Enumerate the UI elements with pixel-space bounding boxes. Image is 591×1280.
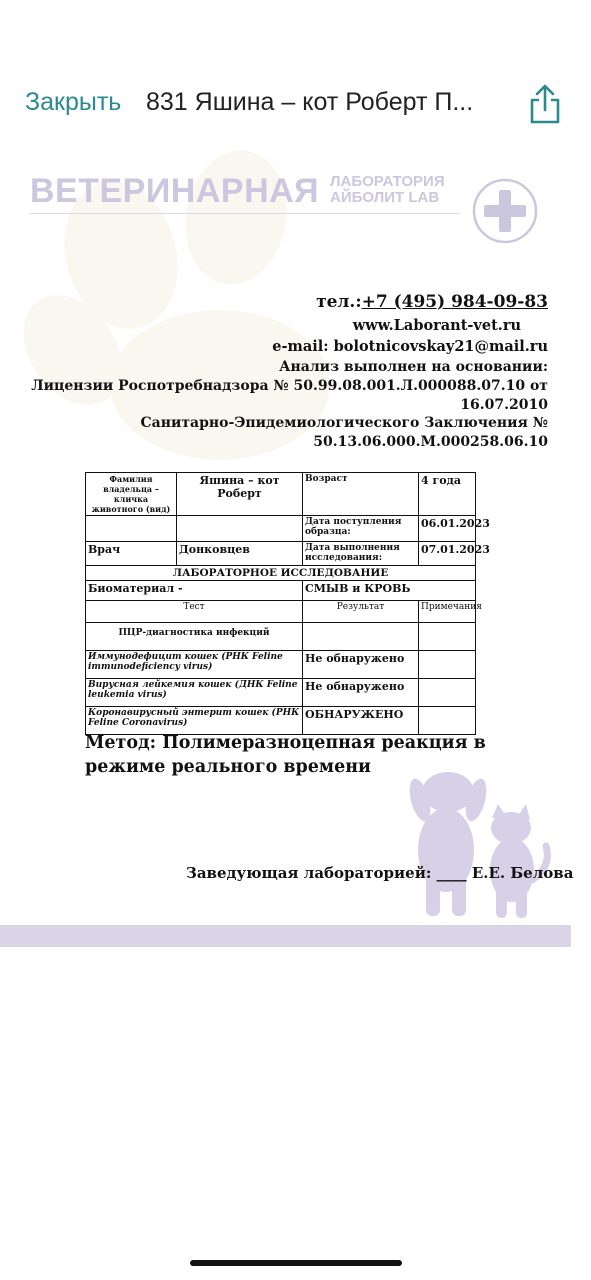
table-row <box>86 601 476 623</box>
medical-cross-icon <box>472 178 538 244</box>
website[interactable]: www.Laborant-vet.ru <box>352 317 521 334</box>
footer-band <box>0 925 571 947</box>
received-label: Дата поступления образца: <box>303 516 419 542</box>
col-notes-header: Примечания <box>419 601 476 623</box>
group-title: ПЦР-диагностика инфекций <box>86 623 303 651</box>
biomaterial-label: Биоматериал - <box>86 581 303 601</box>
table-row <box>86 623 476 651</box>
home-indicator[interactable] <box>190 1260 402 1266</box>
owner-label: Фамилия владельца – кличка животного (вид) <box>86 473 177 516</box>
method-text: Метод: Полимеразноцепная реакция в режиме реального времени <box>85 733 486 777</box>
table-row <box>86 473 476 516</box>
close-button[interactable]: Закрыть <box>25 88 122 116</box>
brand-underline <box>30 213 460 214</box>
table-row <box>86 516 476 542</box>
test-result: Не обнаружено <box>303 679 419 707</box>
signature-line: Заведующая лабораторией: ____ Е.Е. Белова <box>186 864 574 882</box>
performed-label: Дата выполнения исследования: <box>303 542 419 566</box>
table-row <box>86 566 476 581</box>
table-row <box>86 542 476 566</box>
table-row <box>86 679 476 707</box>
owner-value: Яшина – кот Роберт <box>177 473 303 516</box>
test-name: Вирусная лейкемия кошек (ДНК Feline leukemia virus) <box>86 679 303 707</box>
biomaterial-value: СМЫВ и КРОВЬ <box>303 581 476 601</box>
doctor-value: Донковцев <box>177 542 303 566</box>
top-bar <box>0 80 591 132</box>
table-row <box>86 651 476 679</box>
share-icon <box>526 83 564 125</box>
performed-value: 07.01.2023 <box>419 542 476 566</box>
brand-subtitle-line-2: АЙБОЛИТ LAB <box>330 189 440 206</box>
phone-label: тел.: <box>316 292 362 312</box>
brand-name: ВЕТЕРИНАРНАЯ <box>30 172 320 210</box>
age-label: Возраст <box>303 473 419 516</box>
test-note <box>419 679 476 707</box>
dog-cat-silhouette <box>400 770 560 920</box>
received-value: 06.01.2023 <box>419 516 476 542</box>
basis-line-3: 16.07.2010 <box>460 397 548 413</box>
col-test-header: Тест <box>86 601 303 623</box>
age-value: 4 года <box>419 473 476 516</box>
section-title: ЛАБОРАТОРНОЕ ИССЛЕДОВАНИЕ <box>86 566 476 581</box>
doctor-label: Врач <box>86 542 177 566</box>
test-name: Коронавирусный энтерит кошек (РНК Feline Coronavirus) <box>86 707 303 735</box>
share-button[interactable] <box>526 83 564 125</box>
test-name: Иммунодефицит кошек (РНК Feline immunodeficiency virus) <box>86 651 303 679</box>
test-result: ОБНАРУЖЕНО <box>303 707 419 735</box>
document-title: 831 Яшина – кот Роберт П... <box>146 88 474 116</box>
col-result-header: Результат <box>303 601 419 623</box>
test-result: Не обнаружено <box>303 651 419 679</box>
test-note <box>419 651 476 679</box>
basis-line-4: Санитарно-Эпидемиологического Заключения № <box>140 415 548 431</box>
phone-line <box>316 292 548 312</box>
brand-subtitle-line-1: ЛАБОРАТОРИЯ <box>330 173 445 190</box>
basis-line-1: Анализ выполнен на основании: <box>279 359 548 375</box>
brand-subtitle <box>330 174 445 206</box>
email[interactable]: e-mail: bolotnicovskay21@mail.ru <box>272 338 548 355</box>
results-table <box>85 472 490 735</box>
basis-line-5: 50.13.06.000.М.000258.06.10 <box>313 434 548 450</box>
basis-line-2: Лицензии Роспотребнадзора № 50.99.08.001.Л.000088.07.10 от <box>31 378 548 394</box>
phone-number[interactable]: +7 (495) 984-09-83 <box>361 292 548 312</box>
table-row <box>86 581 476 601</box>
